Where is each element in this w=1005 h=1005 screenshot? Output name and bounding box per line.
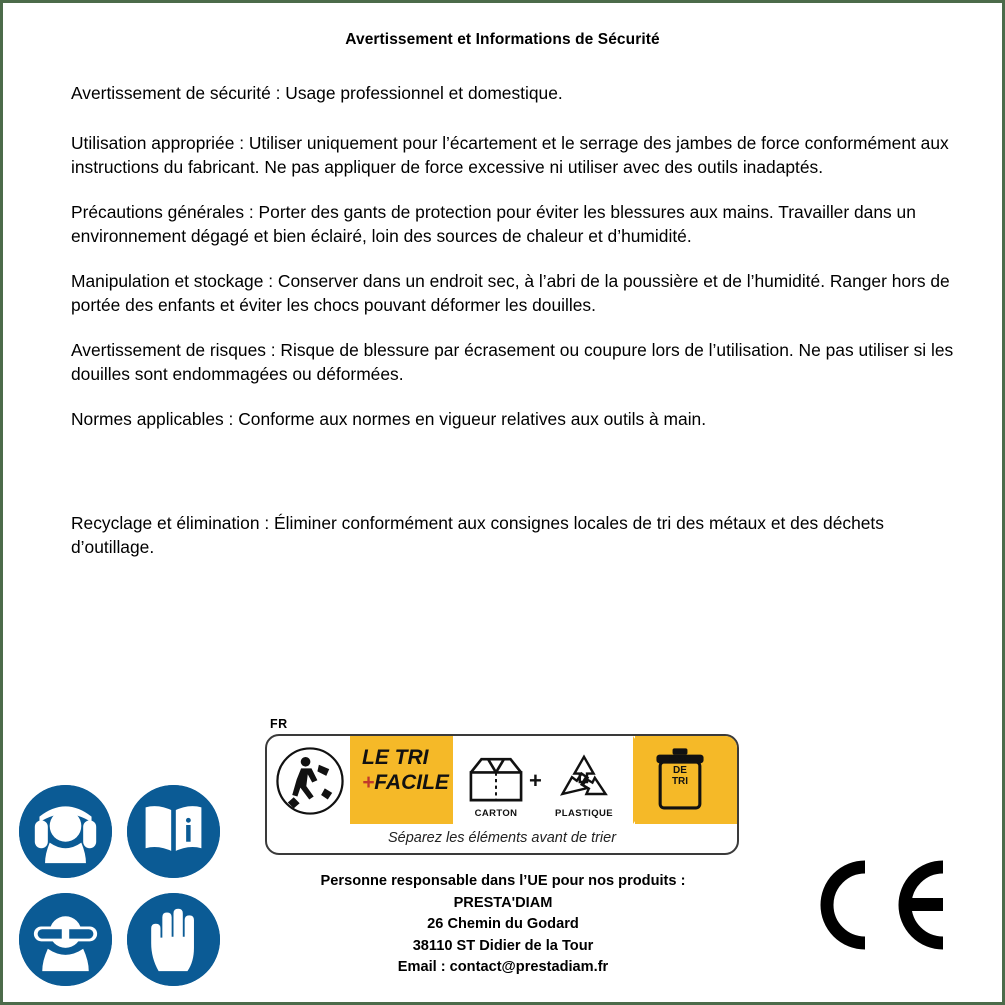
ce-mark-icon — [803, 855, 953, 955]
triman-box — [265, 734, 739, 855]
ear-protection-icon — [19, 785, 112, 878]
carton-label: CARTON — [474, 808, 518, 819]
plastique-label: PLASTIQUE — [555, 808, 613, 819]
responsible-heading: Personne responsable dans l’UE pour nos produits : — [320, 873, 686, 889]
plastic-recycle-icon — [553, 752, 615, 806]
tri-facile-text — [362, 746, 454, 796]
company-street: 26 Chemin du Godard — [427, 916, 579, 933]
tri-line-1: LE TRI — [362, 746, 429, 769]
paragraph-safety-warning: Avertissement de sécurité : Usage professionnel et domestique. — [71, 83, 563, 103]
eye-protection-icon — [19, 893, 112, 986]
bin-label-line1: BAC — [669, 754, 691, 765]
plus-between-materials: + — [529, 768, 542, 793]
bin-label-line2: DE — [673, 765, 687, 776]
triman-caption: Séparez les éléments avant de trier — [387, 830, 617, 846]
triman-symbol-icon — [273, 744, 347, 818]
triman-recycling-label — [265, 717, 735, 857]
company-name: PRESTA'DIAM — [453, 894, 553, 911]
paragraph-risk-warning: Avertissement de risques : Risque de blessure par écrasement ou coupure lors de l’utilisation. Ne pas utiliser si les douilles sont endommagées ou déformées. — [71, 340, 954, 385]
company-email: Email : contact@prestadiam.fr — [397, 959, 609, 976]
paragraph-general-precautions: Précautions générales : Porter des gants de protection pour éviter les blessures aux mains. Travailler dans un environnement dégagé et bien éclairé, loin des sources de chaleur et d’humidité. — [71, 202, 916, 247]
responsible-person-block — [183, 871, 823, 979]
paragraph-handling-storage: Manipulation et stockage : Conserver dans un endroit sec, à l’abri de la poussière et de l’humidité. Ranger hors de portée des enfants et éviter les chocs pouvant déformer les douilles. — [71, 271, 950, 316]
paragraph-applicable-standards: Normes applicables : Conforme aux normes en vigueur relatives aux outils à main. — [71, 409, 707, 430]
bin-label — [647, 754, 713, 787]
country-code-label: FR — [270, 717, 288, 731]
paragraph-proper-use: Utilisation appropriée : Utiliser uniquement pour l’écartement et le serrage des jambes de force conformément aux instructions du fabricant. Ne pas appliquer de force excessive ni utiliser avec des outils inadaptés. — [71, 133, 949, 178]
page-title: Avertissement et Informations de Sécurité — [345, 31, 660, 48]
tri-line-2: FACILE — [374, 770, 449, 794]
tri-plus-sign: + — [362, 770, 375, 794]
paragraph-recycling-disposal: Recyclage et élimination : Éliminer conformément aux consignes locales de tri des métaux et des déchets d’outillage. — [71, 513, 884, 558]
company-city: 38110 ST Didier de la Tour — [412, 937, 594, 954]
read-instructions-icon — [127, 785, 220, 878]
carton-box-icon — [463, 752, 529, 806]
safety-text-block — [71, 81, 966, 580]
bin-label-line3: TRI — [671, 776, 689, 787]
